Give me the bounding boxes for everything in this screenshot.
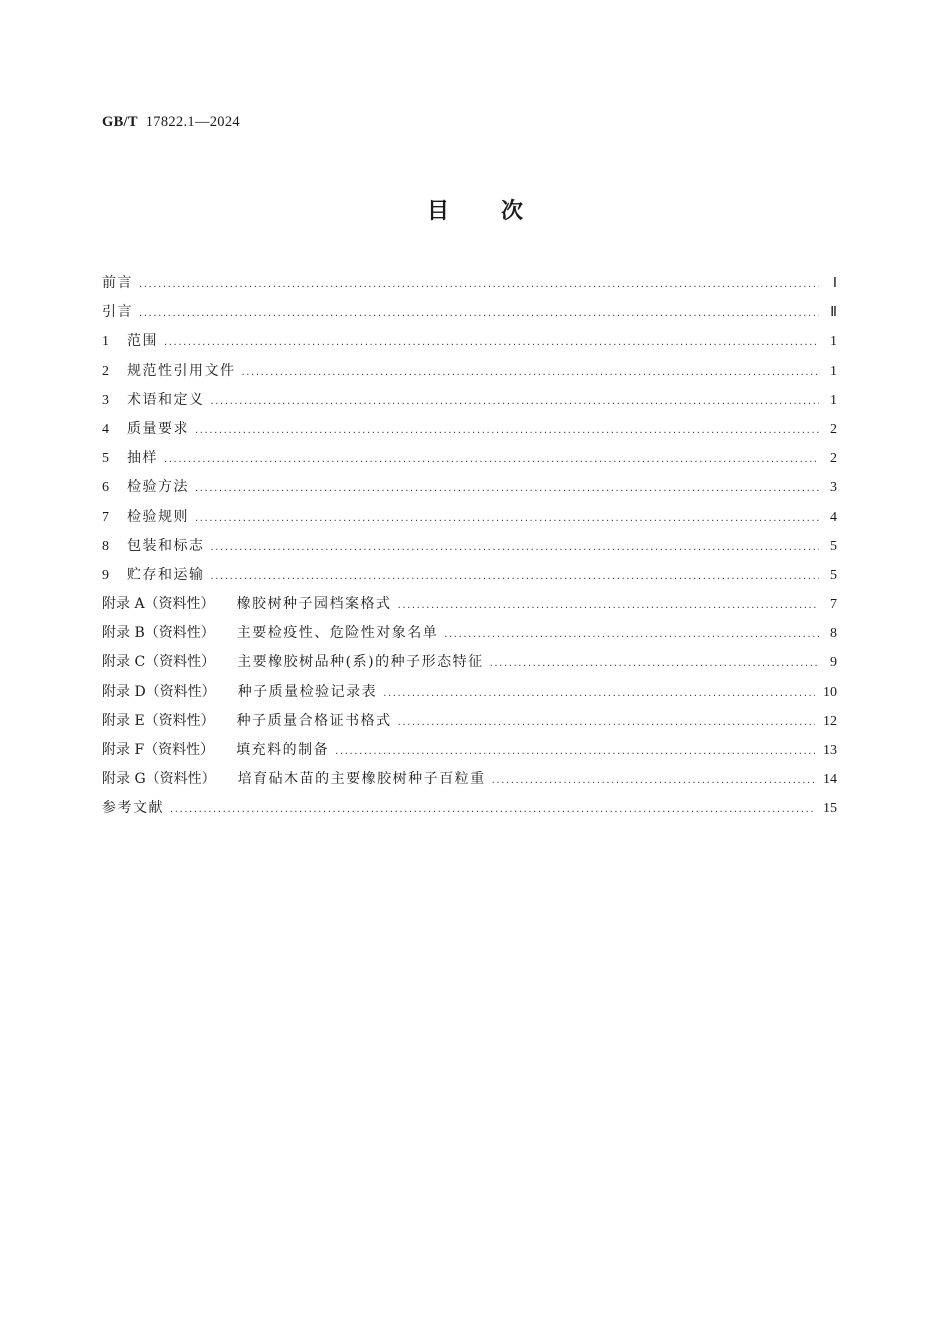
toc-entry-page: 1: [830, 363, 837, 379]
toc-entry-page: 8: [830, 626, 837, 642]
toc-entry-label: 引言: [102, 304, 133, 321]
toc-dot-leader: [195, 425, 819, 436]
toc-entry-label: 抽样: [127, 450, 158, 467]
toc-entry-appendix-prefix: 附录 C（资料性）: [102, 654, 216, 671]
toc-dot-leader: [170, 804, 815, 815]
toc-entry[interactable]: [102, 476, 837, 505]
toc-dot-leader: [444, 629, 819, 640]
toc-entry-label: 规范性引用文件: [127, 362, 236, 379]
standard-code: [102, 114, 240, 131]
toc-entry-label: 主要检疫性、危险性对象名单: [236, 625, 439, 642]
toc-dot-leader: [195, 513, 819, 524]
toc-entry-label: 包装和标志: [127, 537, 205, 554]
toc-entry-appendix-prefix: 附录 D（资料性）: [102, 683, 216, 700]
toc-entry[interactable]: [102, 506, 837, 535]
toc-entry[interactable]: [102, 301, 837, 330]
toc-entry[interactable]: [102, 681, 837, 710]
toc-entry-page: 12: [823, 713, 837, 729]
toc-entry[interactable]: [102, 710, 837, 739]
toc-entry[interactable]: [102, 272, 837, 301]
toc-dot-leader: [211, 542, 820, 553]
toc-entry-page: 7: [830, 597, 837, 613]
standard-code-number: 17822.1—2024: [145, 114, 240, 130]
toc-entry[interactable]: [102, 622, 837, 651]
toc-entry-number: 2: [102, 363, 109, 379]
toc-dot-leader: [398, 600, 819, 611]
toc-entry-page: 2: [830, 421, 837, 437]
toc-dot-leader: [383, 688, 815, 699]
toc-entry-number: 6: [102, 480, 109, 496]
toc-entry[interactable]: [102, 535, 837, 564]
toc-entry[interactable]: [102, 651, 837, 680]
toc-dot-leader: [211, 396, 820, 407]
toc-entry[interactable]: [102, 768, 837, 797]
toc-entry-appendix-prefix: 附录 B（资料性）: [102, 625, 215, 642]
toc-entry-number: 4: [102, 421, 109, 437]
toc-dot-leader: [164, 454, 819, 465]
toc-dot-leader: [492, 775, 815, 786]
table-of-contents: [102, 272, 837, 827]
standard-code-prefix: GB/T: [102, 114, 138, 130]
toc-entry-label: 检验方法: [127, 479, 189, 496]
toc-dot-leader: [242, 367, 820, 378]
toc-entry-number: 8: [102, 538, 109, 554]
toc-entry-page: 3: [830, 480, 837, 496]
toc-entry-number: 1: [102, 334, 109, 350]
toc-dot-leader: [195, 483, 819, 494]
toc-entry[interactable]: [102, 564, 837, 593]
toc-entry-label: 贮存和运输: [127, 566, 205, 583]
toc-entry-page: Ⅱ: [830, 305, 837, 321]
toc-entry-page: 5: [830, 567, 837, 583]
toc-entry-page: 9: [830, 655, 837, 671]
toc-entry-label: 参考文献: [102, 800, 164, 817]
toc-entry-appendix-prefix: 附录 A（资料性）: [102, 596, 215, 613]
toc-entry-appendix-prefix: 附录 F（资料性）: [102, 742, 215, 758]
toc-entry-label: 主要橡胶树品种(系)的种子形态特征: [237, 654, 484, 671]
toc-dot-leader: [211, 571, 820, 582]
toc-entry-label: 填充料的制备: [236, 742, 330, 758]
toc-entry-page: 14: [823, 772, 837, 788]
toc-entry-appendix-prefix: 附录 E（资料性）: [102, 712, 215, 729]
toc-entry-label: 种子质量合格证书格式: [236, 712, 392, 729]
toc-entry-page: 2: [830, 451, 837, 467]
toc-dot-leader: [490, 658, 819, 669]
toc-entry-label: 范围: [127, 333, 158, 350]
toc-entry[interactable]: [102, 593, 837, 622]
toc-entry-page: 15: [823, 801, 837, 817]
toc-entry-label: 前言: [102, 275, 133, 291]
toc-entry-label: 质量要求: [127, 420, 189, 437]
toc-entry-number: 3: [102, 392, 109, 408]
toc-dot-leader: [398, 717, 815, 728]
toc-entry-appendix-prefix: 附录 G（资料性）: [102, 771, 216, 788]
toc-entry-page: Ⅰ: [832, 276, 837, 291]
toc-entry[interactable]: [102, 389, 837, 418]
toc-dot-leader: [139, 279, 819, 290]
toc-entry-number: 5: [102, 451, 109, 467]
toc-entry-label: 术语和定义: [127, 391, 205, 408]
toc-dot-leader: [335, 746, 815, 757]
toc-entry-page: 5: [830, 538, 837, 554]
toc-entry[interactable]: [102, 797, 837, 826]
toc-dot-leader: [139, 308, 819, 319]
toc-entry-page: 1: [830, 334, 837, 350]
toc-dot-leader: [164, 337, 819, 348]
toc-entry[interactable]: [102, 739, 837, 768]
toc-entry-label: 种子质量检验记录表: [237, 683, 378, 700]
toc-entry-page: 4: [830, 509, 837, 525]
toc-entry[interactable]: [102, 418, 837, 447]
page-title: 目次: [426, 199, 575, 224]
toc-entry-page: 1: [830, 392, 837, 408]
toc-entry-number: 9: [102, 567, 109, 583]
toc-entry-label: 培育砧木苗的主要橡胶树种子百粒重: [237, 771, 486, 788]
toc-entry[interactable]: [102, 447, 837, 476]
toc-entry-number: 7: [102, 509, 109, 525]
toc-entry-label: 橡胶树种子园档案格式: [236, 596, 392, 613]
toc-entry-page: 13: [823, 743, 837, 758]
toc-entry[interactable]: [102, 360, 837, 389]
toc-entry[interactable]: [102, 330, 837, 359]
toc-entry-label: 检验规则: [127, 508, 189, 525]
toc-entry-page: 10: [823, 684, 837, 700]
